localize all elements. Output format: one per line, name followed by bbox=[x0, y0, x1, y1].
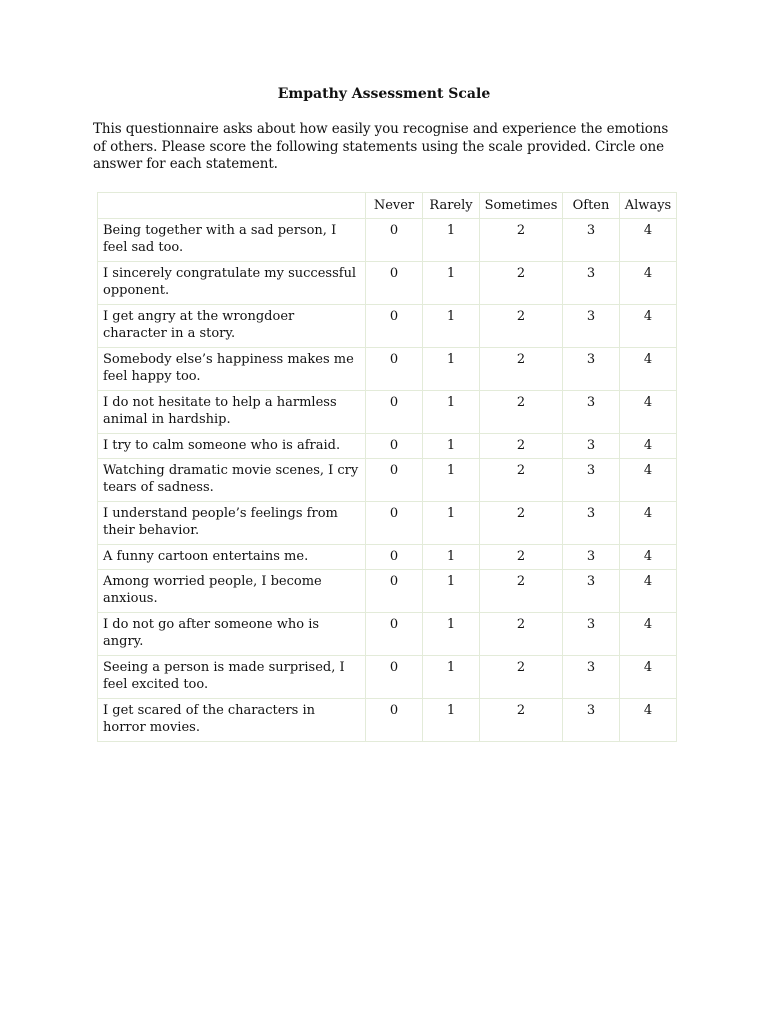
score-option-never[interactable]: 0 bbox=[366, 434, 423, 459]
statement-text: Among worried people, I become anxious. bbox=[98, 570, 366, 613]
table-row bbox=[98, 434, 677, 459]
score-option-always[interactable]: 4 bbox=[620, 219, 677, 262]
score-option-never[interactable]: 0 bbox=[366, 570, 423, 613]
table-row bbox=[98, 219, 677, 262]
score-option-sometimes[interactable]: 2 bbox=[480, 613, 563, 656]
statement-column-header bbox=[98, 193, 366, 219]
score-option-rarely[interactable]: 1 bbox=[423, 502, 480, 545]
table-header-row bbox=[98, 193, 677, 219]
score-option-never[interactable]: 0 bbox=[366, 656, 423, 699]
table-row bbox=[98, 570, 677, 613]
statement-text: I do not go after someone who is angry. bbox=[98, 613, 366, 656]
score-option-never[interactable]: 0 bbox=[366, 502, 423, 545]
score-option-often[interactable]: 3 bbox=[563, 545, 620, 570]
score-option-often[interactable]: 3 bbox=[563, 502, 620, 545]
statement-text: I sincerely congratulate my successful opponent. bbox=[98, 262, 366, 305]
score-option-sometimes[interactable]: 2 bbox=[480, 459, 563, 502]
score-option-sometimes[interactable]: 2 bbox=[480, 348, 563, 391]
score-option-sometimes[interactable]: 2 bbox=[480, 305, 563, 348]
statement-text: A funny cartoon entertains me. bbox=[98, 545, 366, 570]
score-option-never[interactable]: 0 bbox=[366, 305, 423, 348]
statement-text: I get angry at the wrongdoer character in a story. bbox=[98, 305, 366, 348]
score-option-rarely[interactable]: 1 bbox=[423, 305, 480, 348]
table-row bbox=[98, 699, 677, 742]
column-header-rarely: Rarely bbox=[423, 193, 480, 219]
score-option-never[interactable]: 0 bbox=[366, 459, 423, 502]
score-option-rarely[interactable]: 1 bbox=[423, 219, 480, 262]
score-option-never[interactable]: 0 bbox=[366, 545, 423, 570]
score-option-always[interactable]: 4 bbox=[620, 613, 677, 656]
column-header-often: Often bbox=[563, 193, 620, 219]
statement-text: I get scared of the characters in horror movies. bbox=[98, 699, 366, 742]
score-option-often[interactable]: 3 bbox=[563, 570, 620, 613]
score-option-sometimes[interactable]: 2 bbox=[480, 391, 563, 434]
table-row bbox=[98, 305, 677, 348]
score-option-often[interactable]: 3 bbox=[563, 305, 620, 348]
score-option-rarely[interactable]: 1 bbox=[423, 459, 480, 502]
score-option-often[interactable]: 3 bbox=[563, 348, 620, 391]
score-option-always[interactable]: 4 bbox=[620, 502, 677, 545]
score-option-sometimes[interactable]: 2 bbox=[480, 570, 563, 613]
column-header-never: Never bbox=[366, 193, 423, 219]
score-option-never[interactable]: 0 bbox=[366, 699, 423, 742]
statement-text: I understand people’s feelings from their behavior. bbox=[98, 502, 366, 545]
assessment-table bbox=[97, 192, 677, 742]
table-row bbox=[98, 459, 677, 502]
score-option-never[interactable]: 0 bbox=[366, 613, 423, 656]
score-option-rarely[interactable]: 1 bbox=[423, 262, 480, 305]
score-option-always[interactable]: 4 bbox=[620, 699, 677, 742]
score-option-rarely[interactable]: 1 bbox=[423, 656, 480, 699]
score-option-often[interactable]: 3 bbox=[563, 262, 620, 305]
statement-text: Being together with a sad person, I feel sad too. bbox=[98, 219, 366, 262]
table-row bbox=[98, 348, 677, 391]
score-option-rarely[interactable]: 1 bbox=[423, 391, 480, 434]
score-option-sometimes[interactable]: 2 bbox=[480, 545, 563, 570]
score-option-often[interactable]: 3 bbox=[563, 613, 620, 656]
score-option-rarely[interactable]: 1 bbox=[423, 434, 480, 459]
table-row bbox=[98, 545, 677, 570]
column-header-sometimes: Sometimes bbox=[480, 193, 563, 219]
score-option-sometimes[interactable]: 2 bbox=[480, 502, 563, 545]
table-row bbox=[98, 262, 677, 305]
score-option-sometimes[interactable]: 2 bbox=[480, 219, 563, 262]
score-option-always[interactable]: 4 bbox=[620, 459, 677, 502]
score-option-sometimes[interactable]: 2 bbox=[480, 262, 563, 305]
score-option-always[interactable]: 4 bbox=[620, 656, 677, 699]
table-row bbox=[98, 502, 677, 545]
score-option-never[interactable]: 0 bbox=[366, 348, 423, 391]
score-option-always[interactable]: 4 bbox=[620, 305, 677, 348]
document-title: Empathy Assessment Scale bbox=[277, 86, 491, 102]
score-option-never[interactable]: 0 bbox=[366, 262, 423, 305]
score-option-always[interactable]: 4 bbox=[620, 262, 677, 305]
score-option-always[interactable]: 4 bbox=[620, 434, 677, 459]
statement-text: Seeing a person is made surprised, I feel excited too. bbox=[98, 656, 366, 699]
statement-text: I try to calm someone who is afraid. bbox=[98, 434, 366, 459]
score-option-rarely[interactable]: 1 bbox=[423, 570, 480, 613]
score-option-often[interactable]: 3 bbox=[563, 699, 620, 742]
score-option-often[interactable]: 3 bbox=[563, 434, 620, 459]
score-option-often[interactable]: 3 bbox=[563, 219, 620, 262]
score-option-sometimes[interactable]: 2 bbox=[480, 434, 563, 459]
score-option-often[interactable]: 3 bbox=[563, 656, 620, 699]
intro-paragraph: This questionnaire asks about how easily you recognise and experience the emotions of others. Please score the following statements using the scale provided. Circle one answer for each statement. bbox=[93, 121, 669, 172]
score-option-always[interactable]: 4 bbox=[620, 545, 677, 570]
score-option-sometimes[interactable]: 2 bbox=[480, 656, 563, 699]
table-row bbox=[98, 391, 677, 434]
score-option-never[interactable]: 0 bbox=[366, 391, 423, 434]
score-option-rarely[interactable]: 1 bbox=[423, 348, 480, 391]
score-option-always[interactable]: 4 bbox=[620, 391, 677, 434]
table-row bbox=[98, 656, 677, 699]
statement-text: I do not hesitate to help a harmless animal in hardship. bbox=[98, 391, 366, 434]
score-option-always[interactable]: 4 bbox=[620, 348, 677, 391]
statement-text: Watching dramatic movie scenes, I cry tears of sadness. bbox=[98, 459, 366, 502]
score-option-often[interactable]: 3 bbox=[563, 459, 620, 502]
score-option-sometimes[interactable]: 2 bbox=[480, 699, 563, 742]
score-option-rarely[interactable]: 1 bbox=[423, 699, 480, 742]
table-row bbox=[98, 613, 677, 656]
score-option-rarely[interactable]: 1 bbox=[423, 613, 480, 656]
statement-text: Somebody else’s happiness makes me feel happy too. bbox=[98, 348, 366, 391]
score-option-rarely[interactable]: 1 bbox=[423, 545, 480, 570]
column-header-always: Always bbox=[620, 193, 677, 219]
score-option-always[interactable]: 4 bbox=[620, 570, 677, 613]
score-option-often[interactable]: 3 bbox=[563, 391, 620, 434]
score-option-never[interactable]: 0 bbox=[366, 219, 423, 262]
